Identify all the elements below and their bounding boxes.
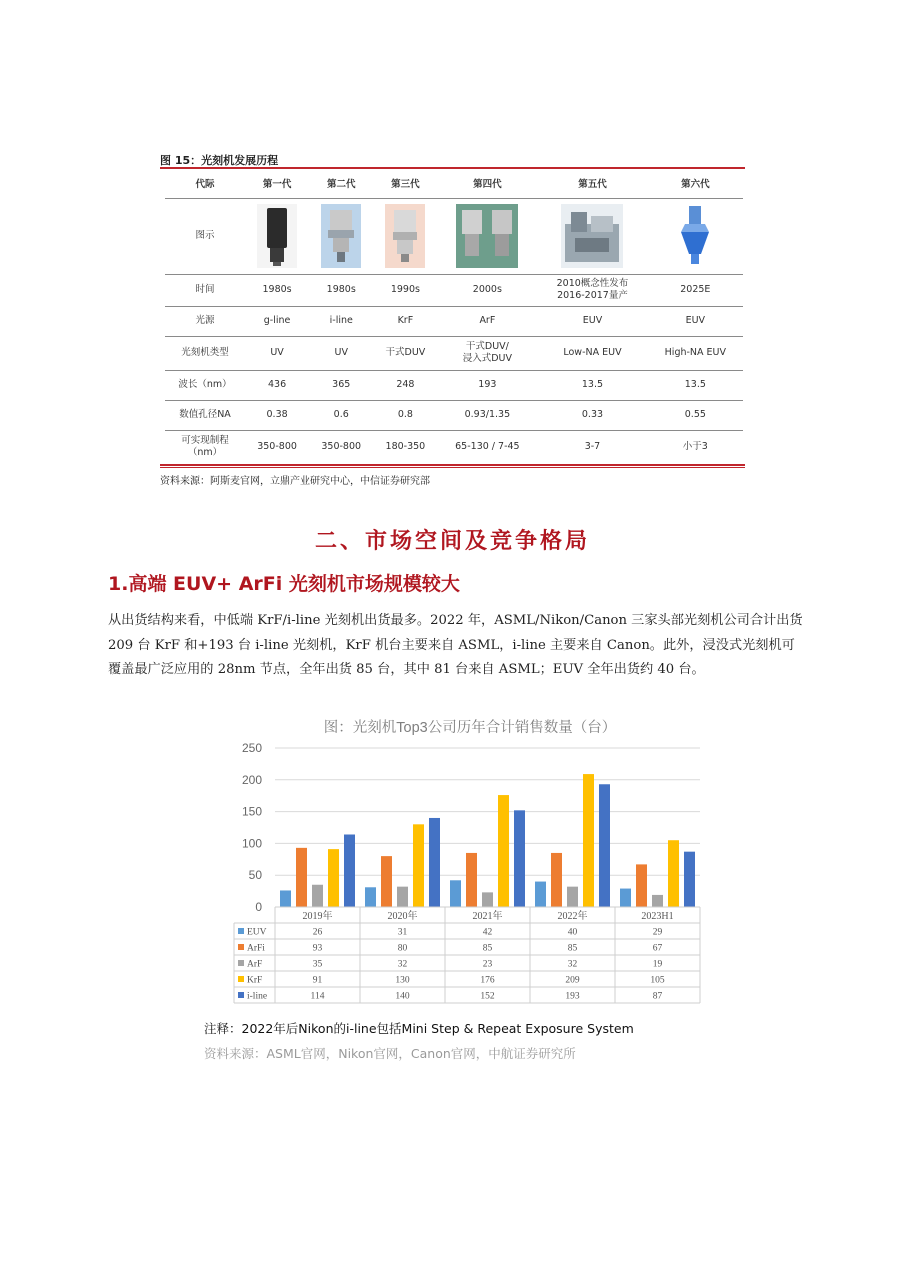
x-tick-label: 2021年 — [472, 911, 503, 922]
table-cell: High-NA EUV — [648, 336, 743, 370]
table-cell: 0.8 — [373, 400, 437, 430]
sales-bar-chart — [230, 705, 710, 1015]
table-cell: UV — [245, 336, 309, 370]
lithography-evolution-table — [165, 172, 743, 464]
table-cell: 65-130 / 7-45 — [455, 441, 520, 453]
bar-euv-1 — [365, 887, 376, 907]
data-label: 152 — [480, 991, 495, 1002]
bar-i-line-3 — [599, 784, 610, 907]
body-paragraph: 从出货结构来看，中低端 KrF/i-line 光刻机出货最多。2022 年，ASML/Nikon/Canon 三家头部光刻机公司合计出货 209 台 KrF 和+193 台 i-line 光刻机，KrF 机台主要来自 ASML，i-line 主要来自 Canon。此外，浸没式光刻机可覆盖最广泛应用的 28nm 节点，全年出货 85 台，其中 81 台来自 ASML；EUV 全年出货约 40 台。 — [108, 613, 803, 677]
gen-4-header: 第四代 — [437, 172, 537, 198]
gen-2-lens-image — [321, 204, 361, 268]
legend-key-i-line — [238, 992, 244, 998]
bar-i-line-2 — [514, 810, 525, 907]
data-label: 105 — [650, 975, 665, 986]
table-cell: 干式DUV — [373, 336, 437, 370]
table-cell: 小于3 — [682, 441, 708, 453]
gen-5-header: 第五代 — [537, 172, 647, 198]
table-row — [165, 336, 743, 370]
legend-label: EUV — [247, 927, 267, 938]
table-cell: 2000s — [437, 274, 537, 306]
table-cell: ArF — [437, 306, 537, 336]
data-label: 80 — [397, 943, 408, 954]
table-cell: 1990s — [373, 274, 437, 306]
legend-key-arf — [238, 960, 244, 966]
table-row — [165, 400, 743, 430]
table-row — [165, 370, 743, 400]
caption-rule — [160, 167, 745, 169]
figure-caption: 图 15：光刻机发展历程 — [160, 154, 279, 167]
table-header-row — [165, 172, 743, 198]
gen-1-header: 第一代 — [245, 172, 309, 198]
table-cell: 193 — [437, 370, 537, 400]
gen-3-header: 第三代 — [373, 172, 437, 198]
legend-key-arfi — [238, 944, 244, 950]
table-cell: 干式DUV/ 浸入式DUV — [437, 336, 537, 370]
table-cell: 350-800 — [321, 441, 362, 453]
table-cell: KrF — [373, 306, 437, 336]
gen-6-header: 第六代 — [648, 172, 743, 198]
row-label: 光刻机类型 — [165, 336, 245, 370]
table-cell: 436 — [245, 370, 309, 400]
x-tick-label: 2022年 — [557, 911, 588, 922]
bar-euv-3 — [535, 882, 546, 907]
data-label: 209 — [565, 975, 580, 986]
table-cell: EUV — [648, 306, 743, 336]
y-tick-label: 200 — [241, 772, 262, 787]
data-label: 29 — [652, 927, 663, 938]
table-row — [165, 430, 743, 464]
bar-krf-3 — [583, 774, 594, 907]
y-tick-label: 150 — [241, 804, 262, 819]
table-cell: g-line — [245, 306, 309, 336]
table-cell: i-line — [309, 306, 373, 336]
bar-arfi-4 — [636, 864, 647, 907]
data-label: 87 — [652, 991, 663, 1002]
bar-arfi-2 — [466, 853, 477, 907]
bar-euv-0 — [280, 890, 291, 907]
table-cell: 13.5 — [648, 370, 743, 400]
table-cell: 1980s — [245, 274, 309, 306]
data-label: 67 — [652, 943, 663, 954]
table-cell: Low-NA EUV — [537, 336, 647, 370]
header-label: 代际 — [165, 172, 245, 198]
bar-krf-1 — [413, 824, 424, 907]
data-label: 32 — [397, 959, 408, 970]
row-label: 时间 — [165, 274, 245, 306]
section-title: 二、市场空间及竞争格局 — [314, 529, 590, 554]
table-cell: 0.55 — [648, 400, 743, 430]
legend-key-euv — [238, 928, 244, 934]
table-cell: 0.6 — [309, 400, 373, 430]
table-cell: 0.33 — [537, 400, 647, 430]
data-label: 130 — [395, 975, 410, 986]
legend-label: KrF — [247, 975, 263, 986]
bar-arf-3 — [567, 887, 578, 907]
bar-i-line-1 — [429, 818, 440, 907]
table-cell: 0.93/1.35 — [437, 400, 537, 430]
x-tick-label: 2020年 — [387, 911, 418, 922]
y-tick-label: 0 — [255, 900, 262, 914]
table-row — [165, 274, 743, 306]
gen-4-lens-image — [456, 204, 518, 268]
gen-3-lens-image — [385, 204, 425, 268]
x-tick-label: 2019年 — [302, 911, 333, 922]
bar-arf-2 — [482, 892, 493, 907]
data-label: 93 — [312, 943, 323, 954]
bar-krf-0 — [328, 849, 339, 907]
row-label: 光源 — [165, 306, 245, 336]
legend-label: ArFi — [247, 943, 265, 954]
table-cell: EUV — [537, 306, 647, 336]
chart-source: 资料来源：ASML官网，Nikon官网，Canon官网，中航证券研究所 — [204, 1046, 576, 1061]
bar-euv-4 — [620, 889, 631, 907]
table-cell: UV — [309, 336, 373, 370]
data-label: 42 — [482, 927, 493, 938]
image-row-label: 图示 — [165, 198, 245, 274]
table-cell: 248 — [373, 370, 437, 400]
table-cell: 180-350 — [385, 441, 426, 453]
row-label: 波长（nm） — [165, 370, 245, 400]
data-label: 140 — [395, 991, 410, 1002]
data-label: 91 — [312, 975, 323, 986]
table-bottom-rule-thin — [160, 467, 745, 468]
data-label: 40 — [567, 927, 578, 938]
gen-5-euv-machine-image — [561, 204, 623, 268]
sub-heading: 1.高端 EUV+ ArFi 光刻机市场规模较大 — [108, 573, 460, 595]
bar-arfi-3 — [551, 853, 562, 907]
bar-arfi-1 — [381, 856, 392, 907]
data-label: 85 — [482, 943, 493, 954]
y-tick-label: 100 — [241, 836, 262, 851]
data-label: 176 — [480, 975, 495, 986]
y-tick-label: 50 — [248, 868, 262, 883]
bar-arf-1 — [397, 887, 408, 907]
bar-arf-0 — [312, 885, 323, 907]
data-label: 114 — [310, 991, 325, 1002]
legend-label: i-line — [247, 991, 268, 1002]
row-label: 可实现制程 （nm） — [181, 435, 229, 459]
data-label: 32 — [567, 959, 578, 970]
data-label: 31 — [397, 927, 408, 938]
data-label: 35 — [312, 959, 323, 970]
chart-note: 注释：2022年后Nikon的i-line包括Mini Step & Repeat Exposure System — [204, 1021, 634, 1036]
table-cell: 13.5 — [537, 370, 647, 400]
table-bottom-rule — [160, 464, 745, 466]
row-label: 数值孔径NA — [165, 400, 245, 430]
bar-krf-4 — [668, 840, 679, 907]
legend-label: ArF — [247, 959, 263, 970]
x-tick-label: 2023H1 — [641, 911, 674, 922]
chart-title: 图：光刻机Top3公司历年合计销售数量（台） — [323, 720, 617, 736]
data-label: 19 — [652, 959, 663, 970]
table-cell: 1980s — [309, 274, 373, 306]
table-cell: 2025E — [648, 274, 743, 306]
y-tick-label: 250 — [241, 741, 262, 755]
data-label: 23 — [482, 959, 493, 970]
table-cell: 365 — [309, 370, 373, 400]
data-label: 85 — [567, 943, 578, 954]
data-label: 193 — [565, 991, 580, 1002]
bar-arf-4 — [652, 895, 663, 907]
figure-source: 资料来源：阿斯麦官网，立鼎产业研究中心，中信证券研究部 — [160, 476, 430, 487]
gen-1-lens-image — [257, 204, 297, 268]
legend-key-krf — [238, 976, 244, 982]
data-label: 26 — [312, 927, 323, 938]
bar-i-line-4 — [684, 852, 695, 907]
bar-i-line-0 — [344, 834, 355, 907]
table-row — [165, 306, 743, 336]
table-cell: 0.38 — [245, 400, 309, 430]
bar-krf-2 — [498, 795, 509, 907]
table-cell: 350-800 — [257, 441, 297, 453]
table-cell: 2010概念性发布 2016-2017量产 — [537, 274, 647, 306]
bar-arfi-0 — [296, 848, 307, 907]
gen-6-euv-optics-image — [675, 204, 715, 268]
image-row — [165, 198, 743, 274]
gen-2-header: 第二代 — [309, 172, 373, 198]
bar-euv-2 — [450, 880, 461, 907]
table-cell: 3-7 — [584, 441, 601, 453]
